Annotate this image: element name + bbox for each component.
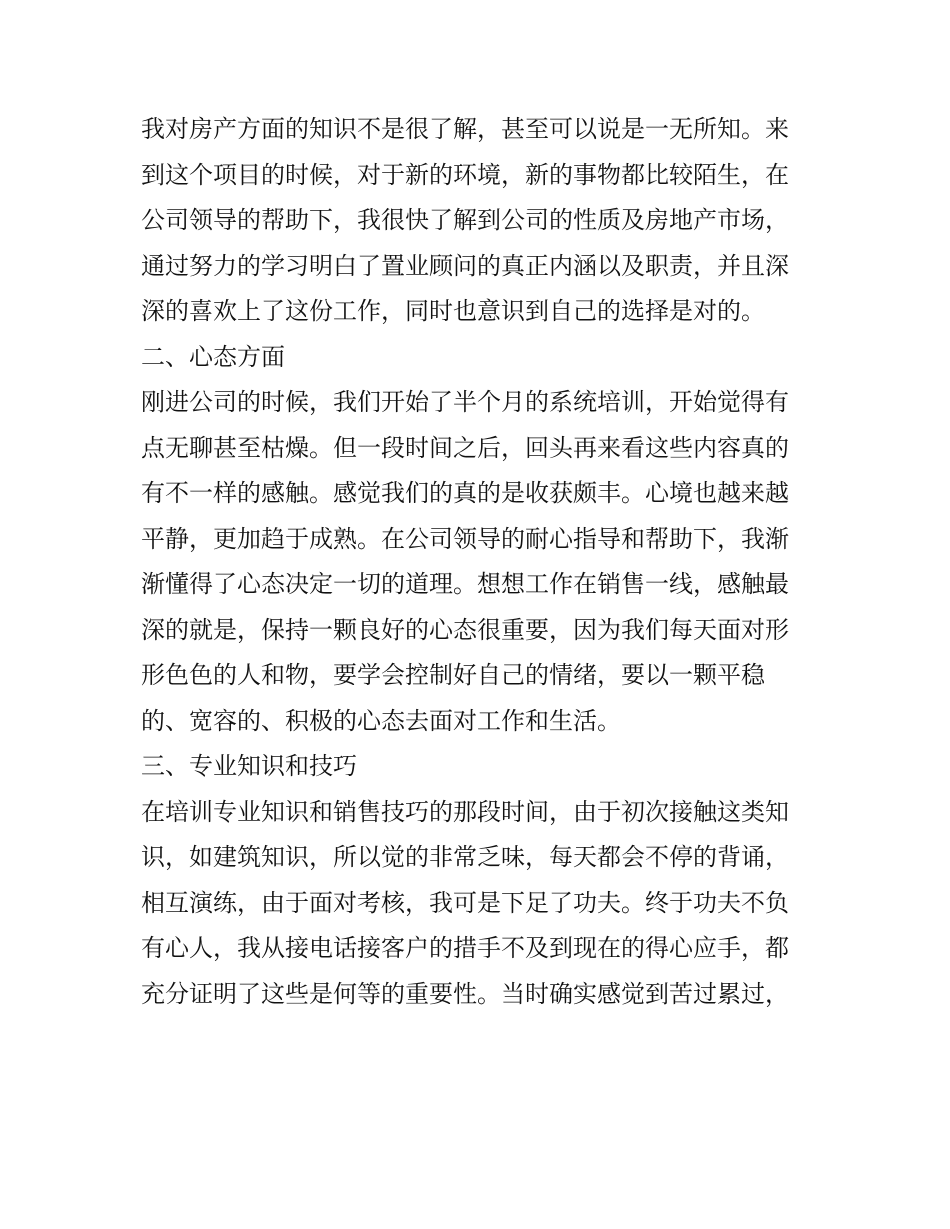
paragraph-line: 通过努力的学习明白了置业顾问的真正内涵以及职责，并且深 [141, 251, 789, 280]
paragraph-line: 点无聊甚至枯燥。但一段时间之后，回头再来看这些内容真的 [141, 433, 789, 462]
section-heading: 二、心态方面 [141, 342, 285, 371]
paragraph-line: 的、宽容的、积极的心态去面对工作和生活。 [141, 706, 621, 735]
paragraph-line: 充分证明了这些是何等的重要性。当时确实感觉到苦过累过， [141, 979, 789, 1008]
paragraph-line: 平静，更加趋于成熟。在公司领导的耐心指导和帮助下，我渐 [141, 524, 789, 553]
paragraph-line: 渐懂得了心态决定一切的道理。想想工作在销售一线，感触最 [141, 570, 789, 598]
paragraph-line: 到这个项目的时候，对于新的环境，新的事物都比较陌生，在 [141, 160, 789, 189]
paragraph-line: 形色色的人和物，要学会控制好自己的情绪，要以一颗平稳 [141, 661, 765, 689]
paragraph-line: 公司领导的帮助下，我很快了解到公司的性质及房地产市场， [141, 206, 789, 234]
paragraph-line: 深的喜欢上了这份工作，同时也意识到自己的选择是对的。 [141, 297, 765, 325]
paragraph-line: 我对房产方面的知识不是很了解，甚至可以说是一无所知。来 [141, 115, 789, 143]
paragraph-line: 在培训专业知识和销售技巧的那段时间，由于初次接触这类知 [141, 797, 789, 826]
paragraph-line: 有不一样的感触。感觉我们的真的是收获颇丰。心境也越来越 [141, 479, 789, 507]
document-body [141, 107, 821, 1017]
section-heading: 三、专业知识和技巧 [141, 752, 357, 780]
paragraph-line: 深的就是，保持一颗良好的心态很重要，因为我们每天面对形 [141, 615, 789, 644]
paragraph-line: 有心人，我从接电话接客户的措手不及到现在的得心应手，都 [141, 934, 789, 962]
paragraph-line: 相互演练，由于面对考核，我可是下足了功夫。终于功夫不负 [141, 888, 789, 917]
paragraph-line: 识，如建筑知识，所以觉的非常乏味，每天都会不停的背诵， [141, 843, 789, 871]
paragraph-line: 刚进公司的时候，我们开始了半个月的系统培训，开始觉得有 [141, 388, 789, 416]
